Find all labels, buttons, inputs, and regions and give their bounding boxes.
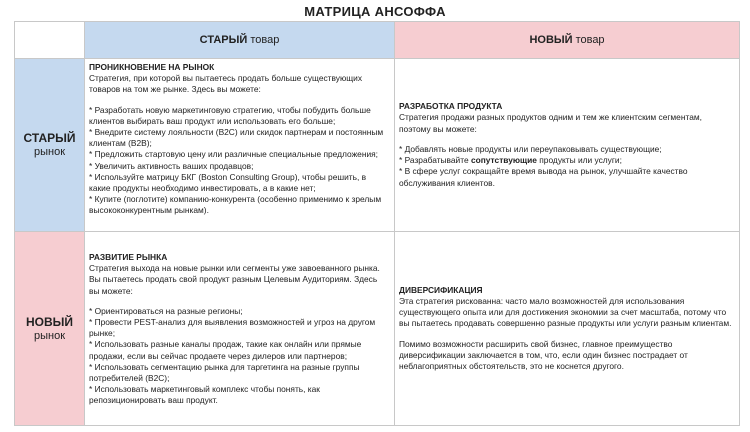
cell-title: ДИВЕРСИФИКАЦИЯ (399, 284, 483, 295)
list-item: * Использовать маркетинговый комплекс чтобы понять, как репозиционировать ваш продукт. (89, 384, 320, 406)
header-old-product-rest: товар (250, 34, 280, 46)
cell-intro: Стратегия выхода на новые рынки или сегменты уже завоеванного рынка. Вы пытаетесь продать свой продукт разным Целевым Аудиториям. Здесь вы можете: (89, 263, 380, 296)
matrix-corner (14, 21, 85, 59)
list-item: * Увеличить активность ваших продавцов; (89, 160, 254, 171)
page-title: МАТРИЦА АНСОФФА (304, 4, 446, 19)
cell-diversification (394, 231, 740, 426)
cell-intro: Стратегия, при которой вы пытаетесь продать больше существующих товаров на том же рынке. Здесь вы можете: (89, 73, 363, 95)
cell-product-development (394, 58, 740, 232)
header-new-product (394, 21, 740, 59)
list-item: * Использовать сегментацию рынка для таргетинга на разные группы потребителей (B2C); (89, 361, 360, 384)
list-item: * Использовать разные каналы продаж, такие как онлайн или прямые продажи, если вы сейчас продаете через дилеров или партнеров; (89, 339, 362, 361)
list-item (399, 155, 734, 166)
list-item: * Ориентироваться на разные регионы; (89, 305, 243, 316)
cell-market-development (84, 231, 395, 426)
row-old-market-strong: СТАРЫЙ (23, 131, 76, 145)
list-item: * Купите (поглотите) компанию-конкурента (особенно применимо к зрелым высококонкурентным рынкам). (89, 194, 382, 216)
cell-text: Помимо возможности расширить свой бизнес, главное преимущество диверсификации заключается в том, что, если один бизнес пострадает от неблагоприятных обстоятельств, это не коснется другого. (399, 338, 688, 371)
list-item-bold: сопутствующие (470, 155, 537, 166)
cell-text: Эта стратегия рискованна: часто мало возможностей для использования существующего опыта или для достижения экономии за счет масштаба, потому что вы пытаетесь продавать совершенно разные продукты или услуги разным клиентам. (399, 295, 732, 329)
row-old-market (14, 58, 85, 232)
list-item-part: продукты или услуги; (536, 155, 622, 166)
header-old-product-strong: СТАРЫЙ (199, 34, 248, 46)
cell-title: ПРОНИКНОВЕНИЕ НА РЫНОК (89, 62, 215, 72)
header-new-product-strong: НОВЫЙ (529, 34, 573, 46)
list-item: * Разработать новую маркетинговую стратегию, чтобы побудить больше клиентов выбирать ваш продукт или использовать его больше; (89, 104, 371, 126)
cell-intro: Стратегия продажи разных продуктов одним и тем же клиентским сегментам, поэтому вы можете: (399, 112, 702, 134)
list-item: * Внедрите систему лояльности (B2C) или скидок партнерам и постоянным клиентам (B2B); (89, 127, 384, 149)
header-new-product-rest: товар (575, 34, 605, 46)
row-new-market-rest: рынок (33, 329, 66, 342)
row-new-market (14, 231, 85, 426)
cell-market-penetration (84, 58, 395, 232)
header-old-product (84, 21, 395, 59)
row-new-market-strong: НОВЫЙ (25, 314, 74, 329)
list-item: * Используйте матрицу БКГ (Boston Consulting Group), чтобы решить, в какие продукты необходимо инвестировать, а в какие нет; (89, 171, 367, 194)
list-item: * В сфере услуг сокращайте время вывода на рынок, улучшайте качество обслуживания клиентов. (399, 166, 688, 188)
list-item: * Провести PEST-анализ для выявления возможностей и угроз на другом рынке; (89, 317, 376, 339)
row-old-market-rest: рынок (33, 146, 66, 158)
list-item: * Предложить стартовую цену или различные специальные предложения; (89, 149, 379, 160)
list-item-part: * Разрабатывайте (399, 155, 471, 166)
list-item: * Добавлять новые продукты или переупаковывать существующие; (399, 143, 662, 154)
cell-title: РАЗРАБОТКА ПРОДУКТА (399, 101, 503, 112)
cell-title: РАЗВИТИЕ РЫНКА (89, 252, 168, 262)
